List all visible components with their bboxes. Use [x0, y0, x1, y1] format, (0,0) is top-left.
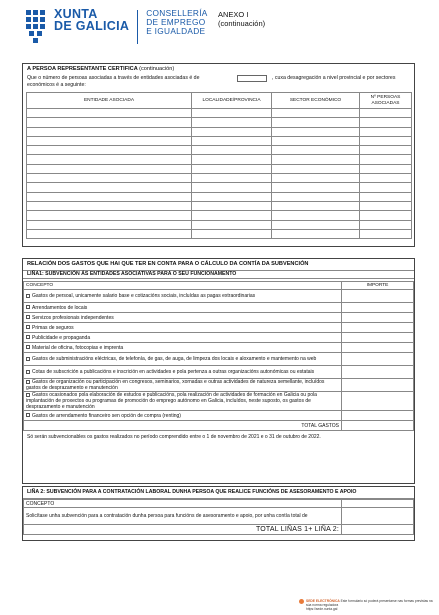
expense-concept — [24, 333, 342, 343]
department-line-1: CONSELLERÍA — [146, 8, 208, 18]
table-cell-input[interactable] — [27, 164, 192, 173]
table-row — [24, 508, 414, 525]
expense-label: Primas de seguros — [32, 324, 74, 331]
eligibility-note: Só serán subvencionables os gastos realizados no período comprendido entre o 1 de novembro de 2021 e o 31 de outubro de 2022. — [27, 434, 321, 440]
table-cell-input[interactable] — [272, 220, 360, 229]
department-name — [146, 9, 207, 37]
galicia-crest-icon — [22, 8, 50, 48]
table-cell-input[interactable] — [360, 183, 412, 192]
annex-title: ANEXO I — [218, 10, 249, 19]
annex-heading — [218, 10, 265, 28]
department-line-2: DE EMPREGO — [146, 17, 206, 28]
expense-label: Cotas de subscrición a publicacións e inscrición en actividades e pola pertenza a outras organizacións autonómicas ou estatais — [32, 369, 315, 375]
table-cell-input[interactable] — [192, 127, 272, 136]
expense-amount-input[interactable] — [342, 313, 414, 323]
table-cell-input[interactable] — [272, 164, 360, 173]
expense-amount-input[interactable] — [342, 366, 414, 379]
expense-checkbox[interactable] — [26, 393, 30, 397]
expense-checkbox[interactable] — [26, 325, 30, 329]
table-row — [24, 333, 414, 343]
brand-line-2: DE GALICIA — [54, 19, 130, 33]
footer-notice — [299, 599, 434, 611]
table-header-row — [24, 500, 414, 508]
expense-concept — [24, 366, 342, 379]
expenses-section — [22, 258, 415, 484]
brand-name — [54, 8, 129, 32]
table-cell-input[interactable] — [27, 174, 192, 183]
expense-label: Gastos de organización ou participación en congresos, seminarios, xornadas e outras actividades de natureza semellante, incluídos gastos de desprazamento e manutención — [26, 379, 325, 391]
xunta-logo — [22, 8, 208, 48]
table-cell-input[interactable] — [27, 192, 192, 201]
expense-checkbox[interactable] — [26, 335, 30, 339]
table-row — [24, 411, 414, 421]
footer-text: Este formulario só poderá presentarse nas formas previstas na súa norma reguladora — [306, 599, 433, 607]
table-row — [24, 313, 414, 323]
table-row — [27, 127, 412, 136]
expense-amount-input[interactable] — [342, 303, 414, 313]
table-cell-input[interactable] — [360, 164, 412, 173]
table-cell-input[interactable] — [27, 220, 192, 229]
table-cell-input[interactable] — [360, 211, 412, 220]
expense-amount-input[interactable] — [342, 333, 414, 343]
table-row — [27, 211, 412, 220]
table-row — [24, 392, 414, 411]
table-row — [27, 183, 412, 192]
expense-label: Gastos de persoal, unicamente salario base e cotizacións sociais, incluídas as pagas extraordinarias — [32, 293, 256, 299]
intro-text-1: Que o número de persoas asociadas a través de entidades asociadas é de — [27, 75, 200, 81]
expense-amount-input[interactable] — [342, 353, 414, 366]
table-cell-input[interactable] — [272, 136, 360, 145]
grand-total-input[interactable] — [342, 525, 414, 535]
expense-checkbox[interactable] — [26, 345, 30, 349]
expense-concept — [24, 411, 342, 421]
expense-concept — [24, 290, 342, 303]
expense-checkbox[interactable] — [26, 315, 30, 319]
table-cell-input[interactable] — [192, 155, 272, 164]
expense-label: Servizos profesionais independentes — [32, 314, 114, 321]
expense-checkbox[interactable] — [26, 413, 30, 417]
table-cell-input[interactable] — [272, 174, 360, 183]
expenses-title: RELACIÓN DOS GASTOS QUE HAI QUE TER EN CONTA PARA O CÁLCULO DA CONTÍA DA SUBVENCIÓN — [27, 261, 309, 267]
brand-divider — [137, 10, 138, 44]
entities-table — [26, 92, 412, 239]
table-cell-input[interactable] — [192, 174, 272, 183]
table-row — [27, 164, 412, 173]
table-row — [24, 303, 414, 313]
expense-amount-input[interactable] — [342, 343, 414, 353]
table-cell-input[interactable] — [27, 211, 192, 220]
table-row — [24, 353, 414, 366]
table-cell-input[interactable] — [192, 211, 272, 220]
table-row — [27, 109, 412, 118]
table-cell-input[interactable] — [360, 146, 412, 155]
expense-concept — [24, 379, 342, 392]
representative-certifies-section — [22, 63, 415, 247]
table-cell-input[interactable] — [27, 127, 192, 136]
department-line-3: E IGUALDADE — [146, 26, 206, 37]
grand-total-label: TOTAL LIÑAS 1+ LIÑA 2: — [24, 525, 342, 535]
table-cell-input[interactable] — [272, 201, 360, 210]
expense-label: Gastos de subministracións eléctricas, de telefonía, de gas, de auga, de limpeza dos locais e aloxamento e mantemento na web — [32, 356, 317, 362]
table-cell-input[interactable] — [360, 136, 412, 145]
table-cell-input[interactable] — [27, 155, 192, 164]
expense-checkbox[interactable] — [26, 357, 30, 361]
table-cell-input[interactable] — [360, 155, 412, 164]
table-cell-input[interactable] — [27, 109, 192, 118]
footer-stamp: SEDE ELECTRÓNICA — [306, 599, 340, 603]
table-cell-input[interactable] — [360, 220, 412, 229]
table-row — [27, 192, 412, 201]
concept-header: CONCEPTO — [24, 500, 342, 508]
table-cell-input[interactable] — [360, 174, 412, 183]
table-row — [27, 155, 412, 164]
line2-title: LIÑA 2: SUBVENCIÓN PARA A CONTRATACIÓN LABORAL DUNHA PERSOA QUE REALICE FUNCIÓNS DE ASESORAMENTO E APOIO — [23, 487, 414, 499]
expense-concept — [24, 313, 342, 323]
table-row — [27, 118, 412, 127]
table-row — [27, 174, 412, 183]
table-cell-input[interactable] — [272, 146, 360, 155]
table-cell-input[interactable] — [192, 192, 272, 201]
associated-count-input[interactable] — [237, 75, 267, 82]
table-row — [24, 323, 414, 333]
table-cell-input[interactable] — [192, 229, 272, 238]
amount-header-empty — [342, 500, 414, 508]
expense-concept — [24, 353, 342, 366]
table-cell-input[interactable] — [192, 220, 272, 229]
column-header: ENTIDADE ASOCIADA — [27, 93, 192, 109]
expense-label: Gastos de arrendamento financeiro sen opción de compra (renting) — [32, 412, 181, 419]
line2-table — [23, 499, 414, 535]
total-expenses-label: TOTAL GASTOS — [24, 421, 342, 431]
table-cell-input[interactable] — [27, 146, 192, 155]
table-cell-input[interactable] — [27, 118, 192, 127]
table-cell-input[interactable] — [27, 183, 192, 192]
table-row — [24, 366, 414, 379]
footer-url: https://sede.xunta.gal — [306, 607, 338, 611]
table-cell-input[interactable] — [272, 183, 360, 192]
table-row — [27, 201, 412, 210]
table-cell-input[interactable] — [360, 192, 412, 201]
section-title-text: A PERSOA REPRESENTANTE CERTIFICA — [27, 66, 138, 72]
table-row — [27, 136, 412, 145]
table-cell-input[interactable] — [360, 229, 412, 238]
table-cell-input[interactable] — [27, 136, 192, 145]
table-cell-input[interactable] — [192, 118, 272, 127]
table-cell-input[interactable] — [272, 229, 360, 238]
concept-header: CONCEPTO — [24, 282, 342, 290]
brand-line-1: XUNTA — [54, 7, 98, 21]
table-cell-input[interactable] — [192, 109, 272, 118]
table-cell-input[interactable] — [192, 164, 272, 173]
total-row — [24, 421, 414, 431]
expense-label: Material de oficina, fotocopias e imprenta — [32, 344, 124, 351]
table-row — [27, 146, 412, 155]
expense-checkbox[interactable] — [26, 380, 30, 384]
line1-title: LIÑA1: SUBVENCIÓN ÁS ENTIDADES ASOCIATIVAS PARA O SEU FUNCIONAMENTO — [23, 270, 414, 279]
intro-text-2: , cuxa desagregación a nivel provincial e por sectores — [272, 75, 396, 81]
line2-amount-input[interactable] — [342, 508, 414, 525]
table-cell-input[interactable] — [360, 118, 412, 127]
expense-checkbox[interactable] — [26, 370, 30, 374]
section-title — [23, 64, 414, 75]
table-header-row — [24, 282, 414, 290]
intro-statement — [23, 75, 414, 91]
expense-amount-input[interactable] — [342, 379, 414, 392]
table-cell-input[interactable] — [360, 127, 412, 136]
document-header — [22, 8, 422, 52]
table-cell-input[interactable] — [272, 192, 360, 201]
table-cell-input[interactable] — [192, 146, 272, 155]
expense-amount-input[interactable] — [342, 392, 414, 411]
table-row — [27, 229, 412, 238]
expense-concept — [24, 343, 342, 353]
total-expenses-input[interactable] — [342, 421, 414, 431]
amount-header: IMPORTE — [342, 282, 414, 290]
expense-checkbox[interactable] — [26, 305, 30, 309]
section-title-sub: (continuación) — [139, 66, 175, 72]
expense-label: Arrendamentos de locais — [32, 304, 88, 311]
sede-electronica-icon — [299, 599, 304, 604]
table-cell-input[interactable] — [272, 109, 360, 118]
table-row — [24, 379, 414, 392]
table-cell-input[interactable] — [192, 201, 272, 210]
table-row — [24, 343, 414, 353]
table-cell-input[interactable] — [192, 136, 272, 145]
expense-checkbox[interactable] — [26, 294, 30, 298]
column-header: LOCALIDADE/PROVINCIA — [192, 93, 272, 109]
table-cell-input[interactable] — [272, 118, 360, 127]
annex-subtitle: (continuación) — [218, 19, 266, 28]
expense-label: Publicidade e propaganda — [32, 334, 91, 341]
footer-text-block — [306, 599, 434, 611]
expense-concept — [24, 303, 342, 313]
table-row — [27, 220, 412, 229]
expense-concept — [24, 323, 342, 333]
grand-total-row — [24, 525, 414, 535]
table-row — [24, 290, 414, 303]
table-cell-input[interactable] — [272, 127, 360, 136]
table-cell-input[interactable] — [360, 201, 412, 210]
line2-description: Solicítase unha subvención para a contratación dunha persoa para funcións de asesoramento e apoio, por unha contía total de — [24, 508, 342, 525]
table-cell-input[interactable] — [27, 229, 192, 238]
expense-amount-input[interactable] — [342, 290, 414, 303]
expense-concept — [24, 392, 342, 411]
table-cell-input[interactable] — [27, 201, 192, 210]
expense-amount-input[interactable] — [342, 323, 414, 333]
expense-label: Gastos ocasionados pola elaboración de estudos e publicacións, pola realización de actividades de formación en Galicia ou pola implantación de proxectos ou programas de promoción do emprego autónomo en Galicia, incluídos, neste suposto, os gastos de desprazamento e manutención — [26, 392, 317, 410]
expense-amount-input[interactable] — [342, 411, 414, 421]
table-cell-input[interactable] — [360, 109, 412, 118]
table-cell-input[interactable] — [192, 183, 272, 192]
column-header: SECTOR ECONÓMICO — [272, 93, 360, 109]
column-header: Nº PERSOAS ASOCIADAS — [360, 93, 412, 109]
intro-text-3: económicos é a seguinte: — [27, 82, 86, 88]
table-cell-input[interactable] — [272, 155, 360, 164]
expenses-table — [23, 281, 414, 431]
table-cell-input[interactable] — [272, 211, 360, 220]
line2-section — [22, 486, 415, 541]
